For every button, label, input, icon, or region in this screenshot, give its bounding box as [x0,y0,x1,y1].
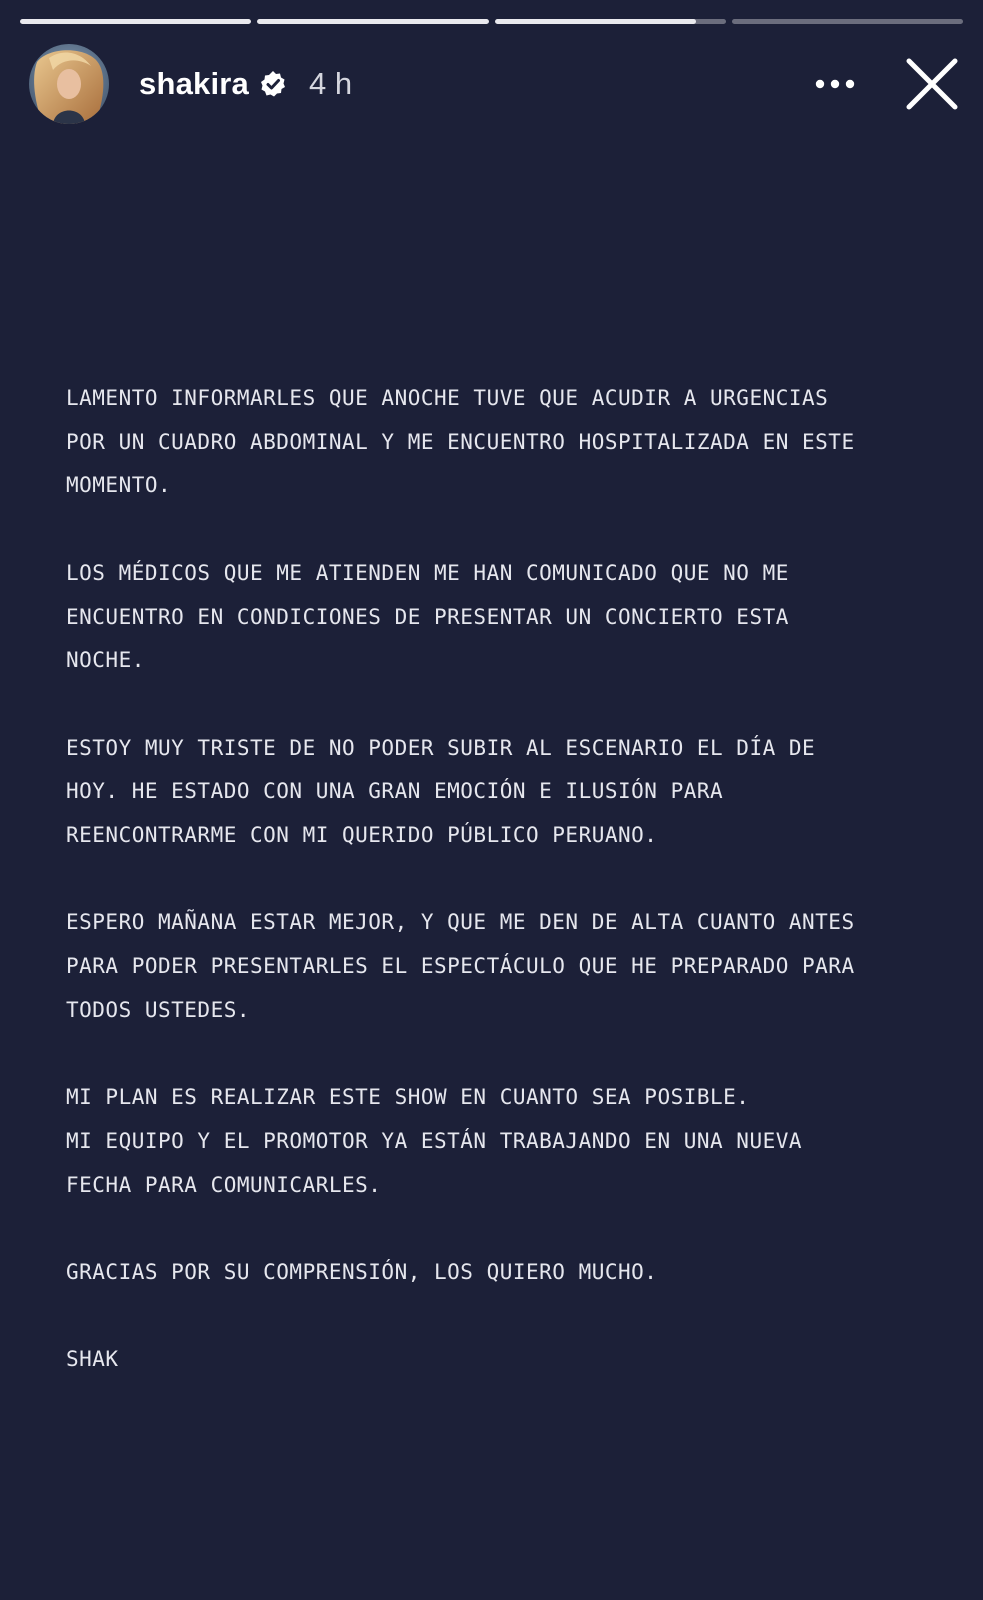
message-signature: SHAK [66,1347,119,1372]
more-options-icon[interactable] [813,64,857,104]
avatar-image [29,44,109,124]
progress-segment-1 [20,19,251,24]
progress-fill-1 [20,19,251,24]
verified-badge-icon [259,70,287,98]
message-paragraph-1: LAMENTO INFORMARLES QUE ANOCHE TUVE QUE ACUDIR A URGENCIAS POR UN CUADRO ABDOMINAL Y ME ENCUENTRO HOSPITALIZADA EN ESTE MOMENTO. [66,386,855,498]
message-paragraph-5: MI PLAN ES REALIZAR ESTE SHOW EN CUANTO SEA POSIBLE. MI EQUIPO Y EL PROMOTOR YA ESTÁN TRABAJANDO EN UNA NUEVA FECHA PARA COMUNICARLES. [66,1085,803,1197]
message-paragraph-4: ESPERO MAÑANA ESTAR MEJOR, Y QUE ME DEN DE ALTA CUANTO ANTES PARA PODER PRESENTARLES EL ESPECTÁCULO QUE HE PREPARADO PARA TODOS USTEDES. [66,910,855,1022]
message-paragraph-6: GRACIAS POR SU COMPRENSIÓN, LOS QUIERO MUCHO. [66,1259,658,1284]
message-paragraph-3: ESTOY MUY TRISTE DE NO PODER SUBIR AL ESCENARIO EL DÍA DE HOY. HE ESTADO CON UNA GRAN EMOCIÓN E ILUSIÓN PARA REENCONTRARME CON MI QUERIDO PÚBLICO PERUANO. [66,735,816,847]
story-header [29,44,959,124]
message-paragraph-2: LOS MÉDICOS QUE ME ATIENDEN ME HAN COMUNICADO QUE NO ME ENCUENTRO EN CONDICIONES DE PRESENTAR UN CONCIERTO ESTA NOCHE. [66,560,789,673]
progress-segment-2 [257,19,488,24]
progress-segment-4 [732,19,963,24]
username[interactable]: shakira [139,66,249,101]
story-message [66,377,946,1426]
avatar[interactable] [29,44,109,124]
story-progress-bar [20,19,963,24]
progress-segment-3 [495,19,726,24]
post-time: 4 h [308,66,353,101]
close-icon[interactable] [905,57,959,111]
progress-fill-2 [257,19,488,24]
progress-fill-3 [495,19,696,24]
